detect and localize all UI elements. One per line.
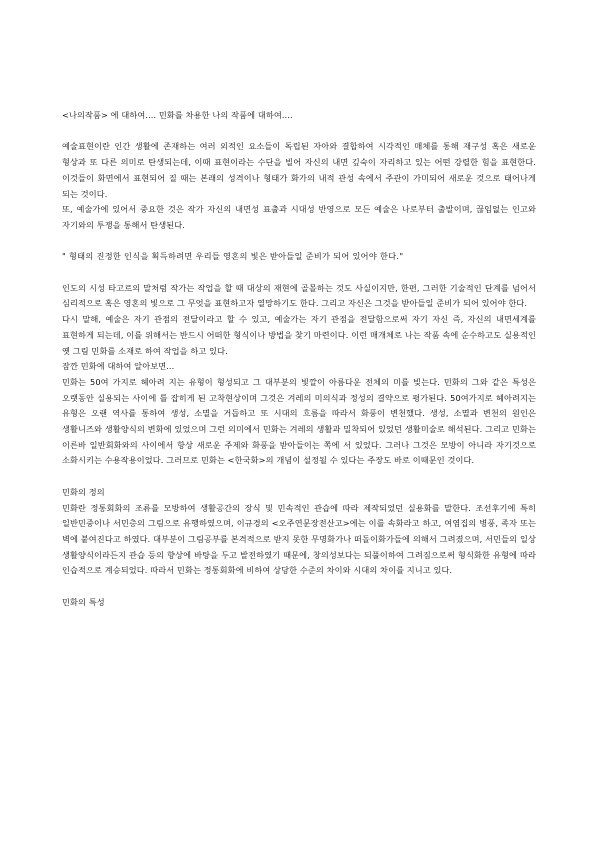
document-body xyxy=(62,108,536,610)
spacer xyxy=(62,469,536,485)
tagore-quote: " 형태의 진정한 인식을 획득하려면 우리들 영혼의 빛은 받아들일 준비가 되어 있어야 한다." xyxy=(62,251,404,262)
body-paragraph-3: 잠깐 민화에 대하여 알아보면... xyxy=(62,361,175,372)
body-paragraph-4: 민화는 50여 가지로 헤아려 지는 유형이 형성되고 그 대부분의 빛깔이 아름다운 전체의 미를 빚는다. 민화의 그와 같은 특성은 오랫동안 실용되는 사이에 틀 잡히게 된 고착현상이며 그것은 겨레의 미의식과 정성의 결약으로 평가된다. 50여가지로 헤아려지는 유형은 오랜 역사를 통하여 생성, 소멸을 거듭하고 또 시대의 흐름을 따라서 화풍이 변천했다. 생성, 소멸과 변천의 원인은 생활니즈와 생활양식의 변화에 있었으며 그런 의미에서 민화는 겨레의 생활과 밀착되어 있었던 생활미술로 해석된다. 그리고 민화는 이른바 일반회화와의 사이에서 항상 새로운 주제와 화풍을 받아들이는 쪽에 서 있었다. 그러나 그것은 모방이 아니라 자기것으로 소화시키는 수용작용이었다. 그러므로 민화는 <한국화>의 개념이 설정될 수 있다는 주장도 바로 이때문인 것이다. xyxy=(62,376,536,466)
spacer xyxy=(62,124,536,140)
intro-paragraph-1: 예술표현이란 인간 생활에 존재하는 여러 외적인 요소들이 독립된 자아와 결합하여 시각적인 매체를 통해 재구성 혹은 새로운 형상과 또 다른 의미로 탄생되는데, 이때 표현이라는 수단을 빌어 자신의 내면 깊숙이 자리하고 있는 어떤 강렬한 힘을 표현한다. 이것들이 화면에서 표현되어 질 때는 본래의 성격이나 형태가 화가의 내적 관성 속에서 주관이 가미되어 새로운 것으로 태어나게 되는 것이다. xyxy=(62,141,536,199)
section-heading-features: 민화의 특성 xyxy=(62,596,105,607)
intro-paragraph-2: 또, 예술가에 있어서 중요한 것은 작가 자신의 내면성 표출과 시대성 반영으로 모든 예술은 나로부터 출발이며, 끊임없는 인고와 자기와의 투쟁을 통해서 탄생된다. xyxy=(62,204,536,230)
definition-paragraph: 민화란 정통회화의 조류를 모방하여 생활공간의 장식 및 민속적인 관습에 따라 제작되었던 실용화를 말한다. 조선후기에 특히 일반민중이나 서민층의 그림으로 유행하였으며, 이규경의 <오주연문장전산고>에는 이를 속화라고 하고, 여염집의 병풍, 족자 또는 벽에 붙여진다고 하였다. 대부분이 그림공부를 본격적으로 받지 못한 무명화가나 떠돌이화가들에 의해서 그려졌으며, 서민들의 일상 생활양식이라든지 관습 등의 향상에 바탕을 두고 발전하였기 때문에, 창의성보다는 되풀이하여 그려짐으로써 형식화한 유형에 따라 인습적으로 계승되었다. 따라서 민화는 정통회화에 비하여 상당한 수준의 차이와 시대의 차이를 지니고 있다. xyxy=(62,502,536,576)
body-paragraph-2: 다시 말해, 예술은 자기 관점의 전달이라고 할 수 있고, 예술가는 자기 관점을 전달함으로써 자기 자신 즉, 자신의 내면세계를 표현하게 되는데, 이를 위해서는 반드시 어떠한 형식이나 방법을 찾기 마련이다. 이런 매개체로 나는 작품 속에 순수하고도 실용적인 옛 그림 민화를 소재로 하여 작업을 하고 있다. xyxy=(62,314,536,356)
spacer xyxy=(62,265,536,281)
body-paragraph-1: 인도의 시성 타고르의 말처럼 작가는 작업을 할 때 대상의 재현에 골몰하는 것도 사실이지만, 한편, 그러한 기술적인 단계를 넘어서 심리적으로 혹은 영혼의 빛으로 그 무엇을 표현하고자 열망하기도 한다. 그리고 자신은 그것을 받아들일 준비가 되어 있어야 한다. xyxy=(62,282,536,309)
spacer xyxy=(62,579,536,595)
header-line: <나의작품> 에 대하여.... 민화를 차용한 나의 작품에 대하여.... xyxy=(62,110,293,120)
section-heading-definition: 민화의 정의 xyxy=(62,486,105,497)
spacer xyxy=(62,234,536,250)
